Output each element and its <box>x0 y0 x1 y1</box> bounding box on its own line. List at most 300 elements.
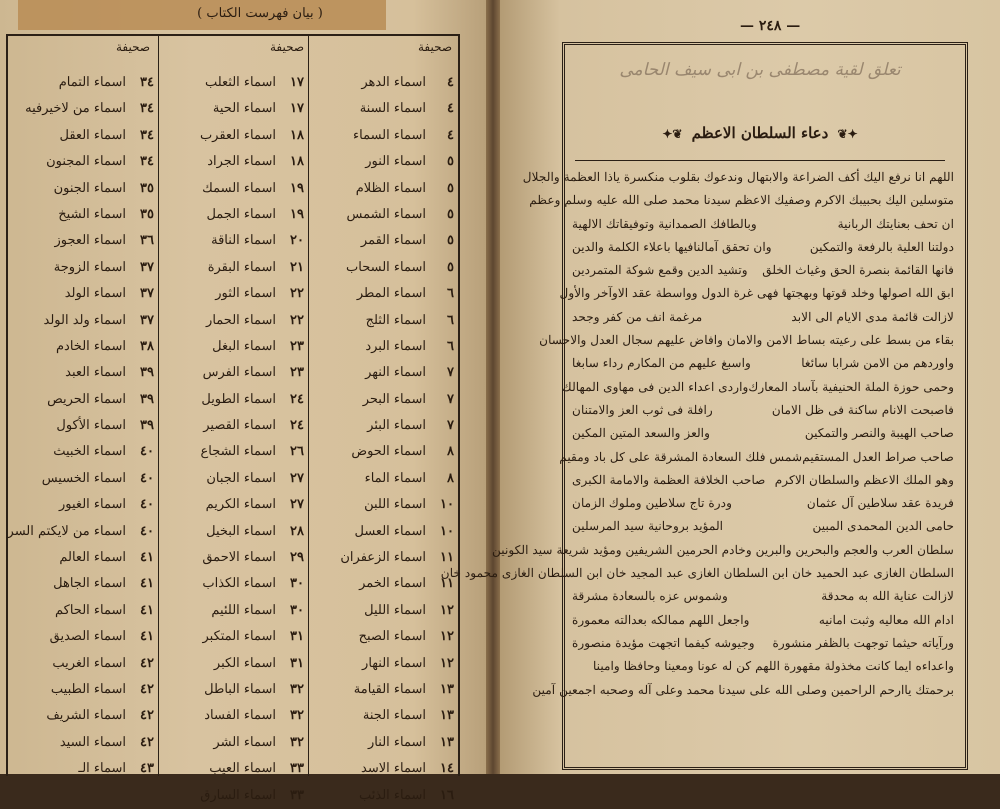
entry-page-number: ١٦ <box>440 787 454 803</box>
prayer-line-pair <box>572 609 954 632</box>
entry-title: اسماء الجاهل <box>53 576 126 592</box>
entry-title: اسماء الجبان <box>206 470 276 486</box>
index-entry <box>14 70 154 96</box>
entry-title: اسماء النهار <box>362 655 426 671</box>
index-entry <box>14 466 154 492</box>
index-entry <box>14 202 154 228</box>
entry-title: اسماء الكبر <box>213 655 276 671</box>
index-entry <box>164 571 304 597</box>
prayer-hemistich-right: حامى الدين المحمدى المبين <box>812 519 954 534</box>
index-entry <box>314 730 454 756</box>
entry-title: اسماء الشجاع <box>200 444 276 460</box>
entry-page-number: ٦ <box>447 312 454 328</box>
entry-title: اسماء الثعلب <box>204 75 276 90</box>
prayer-line-pair <box>572 259 954 282</box>
entry-title: اسماء الثلج <box>365 312 426 328</box>
index-entry <box>314 756 454 782</box>
prayer-hemistich-left: صاحب الخلافة العظمة والامامة الكبرى <box>572 472 766 487</box>
entry-title: اسماء العيب <box>209 761 276 777</box>
entry-title: اسماء الولد <box>64 286 126 302</box>
prayer-hemistich-right: وهو الملك الاعظم والسلطان الاكرم <box>774 472 954 487</box>
entry-title: اسماء الجمل <box>206 206 276 222</box>
entry-page-number: ٣٥ <box>140 206 154 222</box>
prayer-hemistich-left: وتشيد الدين وقمع شوكة المتمردين <box>572 263 748 278</box>
prayer-line: السلطان الغازى عبد الحميد خان ابن السلطان الغازى عبد المجيد خان ابن السلطان الغازى محمود خان <box>440 566 954 581</box>
index-entry <box>314 703 454 729</box>
entry-title: اسماء التمام <box>58 75 126 90</box>
entry-title: اسماء القمر <box>360 233 426 249</box>
prayer-hemistich-left: واردى اعداء الدين فى مهاوى المهالك <box>561 379 749 394</box>
entry-page-number: ٣٢ <box>290 708 304 724</box>
index-column-1 <box>314 70 454 809</box>
index-entry <box>14 281 154 307</box>
index-entry <box>314 624 454 650</box>
entry-page-number: ١٠ <box>440 523 454 539</box>
entry-page-number: ٥ <box>447 154 454 170</box>
entry-title: اسماء الطويل <box>201 391 276 407</box>
entry-title: اسماء الاسد <box>361 761 426 777</box>
entry-page-number: ٢٦ <box>290 444 304 460</box>
entry-title: اسماء الشيخ <box>58 206 126 222</box>
entry-page-number: ٤١ <box>140 602 154 618</box>
prayer-line: متوسلين اليك بحبيبك الاكرم وصفيك الاعظم سيدنا محمد صلى الله عليه وسلم وعظم <box>529 193 954 208</box>
page-number: — ٢٤٨ — <box>740 18 801 34</box>
prayer-hemistich-right: فريدة عقد سلاطين آل عثمان <box>806 496 954 511</box>
index-entry <box>314 439 454 465</box>
index-entry <box>164 228 304 254</box>
index-entry <box>14 360 154 386</box>
entry-page-number: ٣٢ <box>290 681 304 697</box>
index-entry <box>14 387 154 413</box>
entry-page-number: ١٨ <box>290 154 304 170</box>
entry-page-number: ١١ <box>440 576 454 592</box>
entry-page-number: ٣٧ <box>140 286 154 302</box>
prayer-title-row <box>575 124 945 142</box>
entry-page-number: ٢٠ <box>290 233 304 249</box>
entry-page-number: ١٨ <box>290 127 304 143</box>
entry-title: اسماء الخمر <box>359 576 426 592</box>
index-header: ( بيان فهرست الكتاب ) <box>197 6 323 21</box>
entry-title: اسماء السماء <box>353 127 426 143</box>
entry-title: اسماء البحر <box>362 391 426 407</box>
entry-page-number: ٦ <box>447 338 454 354</box>
entry-page-number: ١٧ <box>290 75 304 90</box>
index-entry <box>14 308 154 334</box>
index-entry <box>14 598 154 624</box>
book-gutter <box>486 0 500 774</box>
entry-page-number: ٦ <box>447 286 454 302</box>
entry-title: اسماء الحوض <box>351 444 426 460</box>
index-entry <box>314 70 454 96</box>
entry-title: اسماء البرد <box>365 338 426 354</box>
index-entry <box>314 387 454 413</box>
entry-title: اسماء الناقة <box>211 233 276 249</box>
prayer-line-pair <box>572 236 954 259</box>
entry-title: اسماء المطر <box>356 286 426 302</box>
entry-title: اسماء الغيور <box>59 497 126 513</box>
prayer-hemistich-right: واوردهم من الامن شرابا سائغا <box>801 356 954 371</box>
index-entry <box>14 756 154 782</box>
prayer-hemistich-left: شمس فلك السعادة المشرقة على كل باد ومقيم <box>559 449 803 464</box>
entry-title: اسماء الحريص <box>47 391 126 407</box>
ornament-icon: ✦❦ <box>837 127 858 141</box>
prayer-line-pair <box>572 213 954 236</box>
entry-title: اسماء الذئب <box>358 787 426 803</box>
entry-page-number: ٥ <box>447 206 454 222</box>
entry-title: اسماء الباطل <box>204 681 276 697</box>
entry-page-number: ٣٦ <box>140 233 154 249</box>
entry-page-number: ٢٧ <box>290 497 304 513</box>
prayer-line-pair <box>572 585 954 608</box>
entry-page-number: ٣٤ <box>140 75 154 90</box>
index-entry <box>14 492 154 518</box>
entry-title: اسماء النهر <box>365 365 426 381</box>
entry-title: اسماء العبد <box>65 365 126 381</box>
entry-page-number: ٤٢ <box>140 681 154 697</box>
prayer-hemistich-right: دولتنا العلية بالرفعة والتمكين <box>809 239 954 254</box>
index-entry <box>314 228 454 254</box>
prayer-hemistich-right: ادام الله معاليه وثبت امانيه <box>818 612 954 627</box>
index-entry <box>14 413 154 439</box>
entry-title: اسماء الفرس <box>202 365 276 381</box>
prayer-line: واعداءه ايما كانت مخذولة مقهورة اللهم كن له عونا ومعينا وحافظا وامينا <box>592 659 954 674</box>
entry-title: اسماء الحية <box>212 101 276 117</box>
index-entry <box>164 413 304 439</box>
index-entry <box>314 176 454 202</box>
column-divider <box>308 36 309 776</box>
index-entry <box>14 176 154 202</box>
entry-page-number: ٣٩ <box>140 391 154 407</box>
prayer-line-pair <box>572 515 954 538</box>
index-entry <box>14 651 154 677</box>
prayer-hemistich-left: ودرة تاج سلاطين وملوك الزمان <box>572 496 732 511</box>
prayer-hemistich-left: واجعل اللهم ممالكه بعدالته معمورة <box>572 612 750 627</box>
entry-title: اسماء الـ <box>78 761 126 777</box>
entry-page-number: ٣١ <box>290 655 304 671</box>
index-entry <box>314 123 454 149</box>
entry-page-number: ٢٤ <box>290 418 304 434</box>
entry-title: اسماء العجوز <box>54 233 126 249</box>
entry-title: اسماء الخبيث <box>53 444 126 460</box>
entry-title: اسماء الغريب <box>52 655 126 671</box>
entry-page-number: ٣٣ <box>290 787 304 803</box>
index-entry <box>314 571 454 597</box>
index-entry <box>164 176 304 202</box>
prayer-line-pair <box>572 469 954 492</box>
index-entry <box>14 624 154 650</box>
index-entry <box>14 149 154 175</box>
left-page-index <box>0 0 486 803</box>
column-header: صحيفة <box>116 40 151 54</box>
entry-page-number: ١٠ <box>440 497 454 513</box>
prayer-hemistich-right: فانها القائمة بنصرة الحق وغياث الخلق <box>762 263 954 278</box>
index-entry <box>314 255 454 281</box>
index-entry <box>314 545 454 571</box>
entry-page-number: ٤ <box>447 75 454 90</box>
entry-page-number: ٣٢ <box>290 734 304 750</box>
entry-title: اسماء الجراد <box>207 154 276 170</box>
prayer-line-pair <box>572 399 954 422</box>
title-divider <box>575 160 945 161</box>
entry-title: اسماء الحاكم <box>55 602 126 618</box>
index-entry <box>164 756 304 782</box>
index-entry <box>314 281 454 307</box>
entry-page-number: ٤٠ <box>140 470 154 486</box>
prayer-hemistich-right: لازالت عناية الله به محدقة <box>821 589 954 604</box>
entry-page-number: ٢٣ <box>290 365 304 381</box>
prayer-hemistich-left: واسبغ عليهم من المكارم رداء سابغا <box>572 356 751 371</box>
entry-title: اسماء الحمار <box>206 312 276 328</box>
entry-title: اسماء السيد <box>59 734 126 750</box>
entry-title: اسماء البخيل <box>206 523 276 539</box>
entry-title: اسماء العالم <box>59 550 126 566</box>
entry-page-number: ١٢ <box>440 602 454 618</box>
index-entry <box>314 651 454 677</box>
prayer-line: ابق الله اصولها وخلد قوتها وبهجتها فهى غرة الدول وواسطة عقد الاوآخر والأول <box>559 286 954 301</box>
entry-page-number: ٤ <box>447 101 454 117</box>
entry-title: اسماء الاحمق <box>202 550 276 566</box>
prayer-line: اللهم انا نرفع اليك أكف الضراعة والابتهال وندعوك بقلوب منكسرة ياذا العظمة والجلال <box>522 170 954 184</box>
index-entry <box>314 598 454 624</box>
index-entry <box>314 334 454 360</box>
entry-page-number: ٢٨ <box>290 523 304 539</box>
entry-page-number: ٣٨ <box>140 338 154 354</box>
entry-page-number: ٣٤ <box>140 101 154 117</box>
entry-title: اسماء السارق <box>200 787 276 803</box>
entry-page-number: ١٩ <box>290 206 304 222</box>
handwritten-note: تعلق لقية مصطفى بن ابى سيف الحامى <box>619 60 901 80</box>
entry-title: اسماء الشر <box>213 734 276 750</box>
index-entry <box>164 651 304 677</box>
prayer-hemistich-left: وجيوشه كيفما اتجهت مؤيدة منصورة <box>572 635 755 650</box>
entry-page-number: ٧ <box>447 418 454 434</box>
index-entry <box>164 730 304 756</box>
index-entry <box>164 149 304 175</box>
entry-title: اسماء الزوجة <box>53 259 126 275</box>
index-entry <box>164 466 304 492</box>
index-entry <box>164 545 304 571</box>
entry-page-number: ٢٧ <box>290 470 304 486</box>
entry-page-number: ٧ <box>447 391 454 407</box>
index-entry <box>314 308 454 334</box>
entry-page-number: ٤٠ <box>140 444 154 460</box>
prayer-hemistich-left: وشموس عزه بالسعادة مشرقة <box>572 589 728 604</box>
entry-page-number: ٣١ <box>290 629 304 645</box>
prayer-hemistich-right: ورآياته حيثما توجهت بالظفر منشورة <box>772 635 954 650</box>
index-entry <box>14 677 154 703</box>
entry-page-number: ٥ <box>447 259 454 275</box>
entry-page-number: ٤٢ <box>140 708 154 724</box>
prayer-line-pair <box>572 632 954 655</box>
entry-title: اسماء من لايكتم السر <box>7 523 126 539</box>
index-entry <box>314 677 454 703</box>
prayer-title: دعاء السلطان الاعظم <box>691 124 829 142</box>
index-entry <box>314 783 454 809</box>
index-entry <box>14 703 154 729</box>
prayer-hemistich-right: لازالت قائمة مدى الايام الى الابد <box>791 309 954 324</box>
index-entry <box>14 123 154 149</box>
entry-title: اسماء الفساد <box>204 708 276 724</box>
prayer-hemistich-right: صاحب صراط العدل المستقيم <box>802 449 954 464</box>
entry-page-number: ٣٩ <box>140 365 154 381</box>
entry-title: اسماء الظلام <box>355 180 426 196</box>
entry-title: اسماء السنة <box>359 101 426 117</box>
index-table <box>6 34 460 803</box>
entry-page-number: ٤٢ <box>140 655 154 671</box>
prayer-line-pair <box>572 306 954 329</box>
entry-title: اسماء النار <box>368 734 426 750</box>
index-entry <box>164 360 304 386</box>
entry-title: اسماء الشريف <box>46 708 126 724</box>
index-entry <box>164 202 304 228</box>
index-entry <box>14 334 154 360</box>
entry-page-number: ٣٧ <box>140 259 154 275</box>
entry-title: اسماء الكريم <box>205 497 276 513</box>
entry-title: اسماء الماء <box>364 470 426 486</box>
index-entry <box>314 519 454 545</box>
entry-title: اسماء المجنون <box>46 154 126 170</box>
entry-page-number: ٥ <box>447 233 454 249</box>
index-entry <box>164 519 304 545</box>
entry-title: اسماء المتكبر <box>202 629 276 645</box>
index-entry <box>314 492 454 518</box>
entry-page-number: ٣٤ <box>140 154 154 170</box>
index-entry <box>314 202 454 228</box>
entry-page-number: ١٣ <box>440 681 454 697</box>
entry-page-number: ٣٠ <box>290 576 304 592</box>
entry-title: اسماء الأكول <box>56 418 126 434</box>
entry-page-number: ٨ <box>447 444 454 460</box>
prayer-line-pair <box>572 422 954 445</box>
entry-page-number: ٨ <box>447 470 454 486</box>
prayer-hemistich-right: فاصبحت الانام ساكنة فى ظل الامان <box>771 402 954 417</box>
column-divider <box>158 36 159 776</box>
entry-page-number: ٢٢ <box>290 312 304 328</box>
entry-title: اسماء الخادم <box>56 338 126 354</box>
index-entry <box>164 387 304 413</box>
entry-page-number: ٣٧ <box>140 312 154 328</box>
entry-page-number: ٣٠ <box>290 602 304 618</box>
prayer-hemistich-left: والعز والسعد المتين المكين <box>572 426 710 441</box>
entry-page-number: ١٢ <box>440 629 454 645</box>
prayer-line: برحمتك ياارحم الراحمين وصلى الله على سيدنا محمد وعلى آله وصحبه اجمعين آمين <box>532 682 954 697</box>
entry-page-number: ٧ <box>447 365 454 381</box>
entry-page-number: ٤ <box>447 127 454 143</box>
prayer-hemistich-left: رافلة فى ثوب العز والامتنان <box>572 402 713 417</box>
entry-title: اسماء القصير <box>203 418 276 434</box>
entry-page-number: ١٣ <box>440 708 454 724</box>
entry-title: اسماء اللبن <box>364 497 426 513</box>
entry-title: اسماء البئر <box>367 418 426 434</box>
entry-page-number: ٢١ <box>290 259 304 275</box>
index-entry <box>314 413 454 439</box>
prayer-hemistich-left: المؤيد بروحانية سيد المرسلين <box>572 519 724 534</box>
prayer-hemistich-right: وحمى حوزة الملة الحنيفية بآساد المعارك <box>748 379 954 394</box>
index-entry <box>164 70 304 96</box>
entry-title: اسماء العسل <box>354 523 426 539</box>
index-entry <box>164 703 304 729</box>
entry-title: اسماء الدهر <box>361 75 426 90</box>
entry-page-number: ٤١ <box>140 576 154 592</box>
index-entry <box>164 96 304 122</box>
entry-title: اسماء السمك <box>202 180 276 196</box>
entry-page-number: ٤٠ <box>140 523 154 539</box>
prayer-line: سلطان العرب والعجم والبحرين والبرين وخادم الحرمين الشريفين ومؤيد شريعة سيد الكونين <box>491 542 954 557</box>
entry-title: اسماء العقل <box>59 127 126 143</box>
index-entry <box>14 545 154 571</box>
entry-title: اسماء النور <box>365 154 426 170</box>
entry-page-number: ٣٩ <box>140 418 154 434</box>
index-entry <box>314 466 454 492</box>
entry-page-number: ٢٤ <box>290 391 304 407</box>
entry-title: اسماء الشمس <box>346 206 426 222</box>
entry-title: اسماء الزعفران <box>340 550 426 566</box>
entry-title: اسماء البغل <box>212 338 276 354</box>
index-entry <box>314 96 454 122</box>
entry-page-number: ٢٩ <box>290 550 304 566</box>
index-entry <box>164 439 304 465</box>
prayer-hemistich-left: مرغمة انف من كفر وجحد <box>572 309 703 324</box>
prayer-hemistich-left: وان تحقق آمالنافيها باعلاء الكلمة والدين <box>572 239 772 254</box>
prayer-line-pair <box>572 492 954 515</box>
index-entry <box>14 96 154 122</box>
index-entry <box>164 492 304 518</box>
index-column-2 <box>164 70 304 809</box>
entry-page-number: ١٣ <box>440 734 454 750</box>
prayer-line: بقاء من بسط على رعيته بساط الامن والامان وافاض عليهم سجال العدل والاحسان <box>539 333 954 348</box>
index-entry <box>314 360 454 386</box>
entry-page-number: ١١ <box>440 550 454 566</box>
entry-title: اسماء الجنون <box>53 180 126 196</box>
entry-page-number: ٤١ <box>140 629 154 645</box>
entry-title: اسماء العقرب <box>199 127 276 143</box>
entry-page-number: ٢٢ <box>290 286 304 302</box>
index-entry <box>164 598 304 624</box>
ornament-icon: ❦✦ <box>662 127 683 141</box>
entry-page-number: ٤١ <box>140 550 154 566</box>
column-header: صحيفة <box>418 40 453 54</box>
index-entry <box>314 149 454 175</box>
entry-title: اسماء الطبيب <box>50 681 126 697</box>
entry-page-number: ٣٥ <box>140 180 154 196</box>
entry-title: اسماء الليل <box>364 602 426 618</box>
entry-page-number: ٥ <box>447 180 454 196</box>
entry-page-number: ٤٣ <box>140 761 154 777</box>
prayer-hemistich-right: صاحب الهيبة والنصر والتمكين <box>804 426 954 441</box>
entry-page-number: ١٩ <box>290 180 304 196</box>
index-entry <box>164 334 304 360</box>
entry-title: اسماء اللئيم <box>211 602 276 618</box>
entry-title: اسماء الكذاب <box>202 576 276 592</box>
entry-page-number: ٤٢ <box>140 734 154 750</box>
entry-title: اسماء الجنة <box>362 708 426 724</box>
entry-page-number: ٢٣ <box>290 338 304 354</box>
entry-page-number: ١٢ <box>440 655 454 671</box>
entry-page-number: ٣٤ <box>140 127 154 143</box>
index-entry <box>14 255 154 281</box>
index-entry <box>164 281 304 307</box>
entry-page-number: ١٤ <box>440 761 454 777</box>
index-entry <box>164 308 304 334</box>
entry-title: اسماء الصديق <box>49 629 126 645</box>
index-entry <box>7 519 154 545</box>
entry-title: اسماء من لاخيرفيه <box>25 101 126 117</box>
entry-title: اسماء ولد الولد <box>43 312 126 328</box>
prayer-hemistich-left: وبالطافك الصمدانية وتوفيقاتك الالهية <box>572 216 757 231</box>
entry-title: اسماء القيامة <box>353 681 426 697</box>
index-entry <box>164 624 304 650</box>
index-entry <box>14 439 154 465</box>
